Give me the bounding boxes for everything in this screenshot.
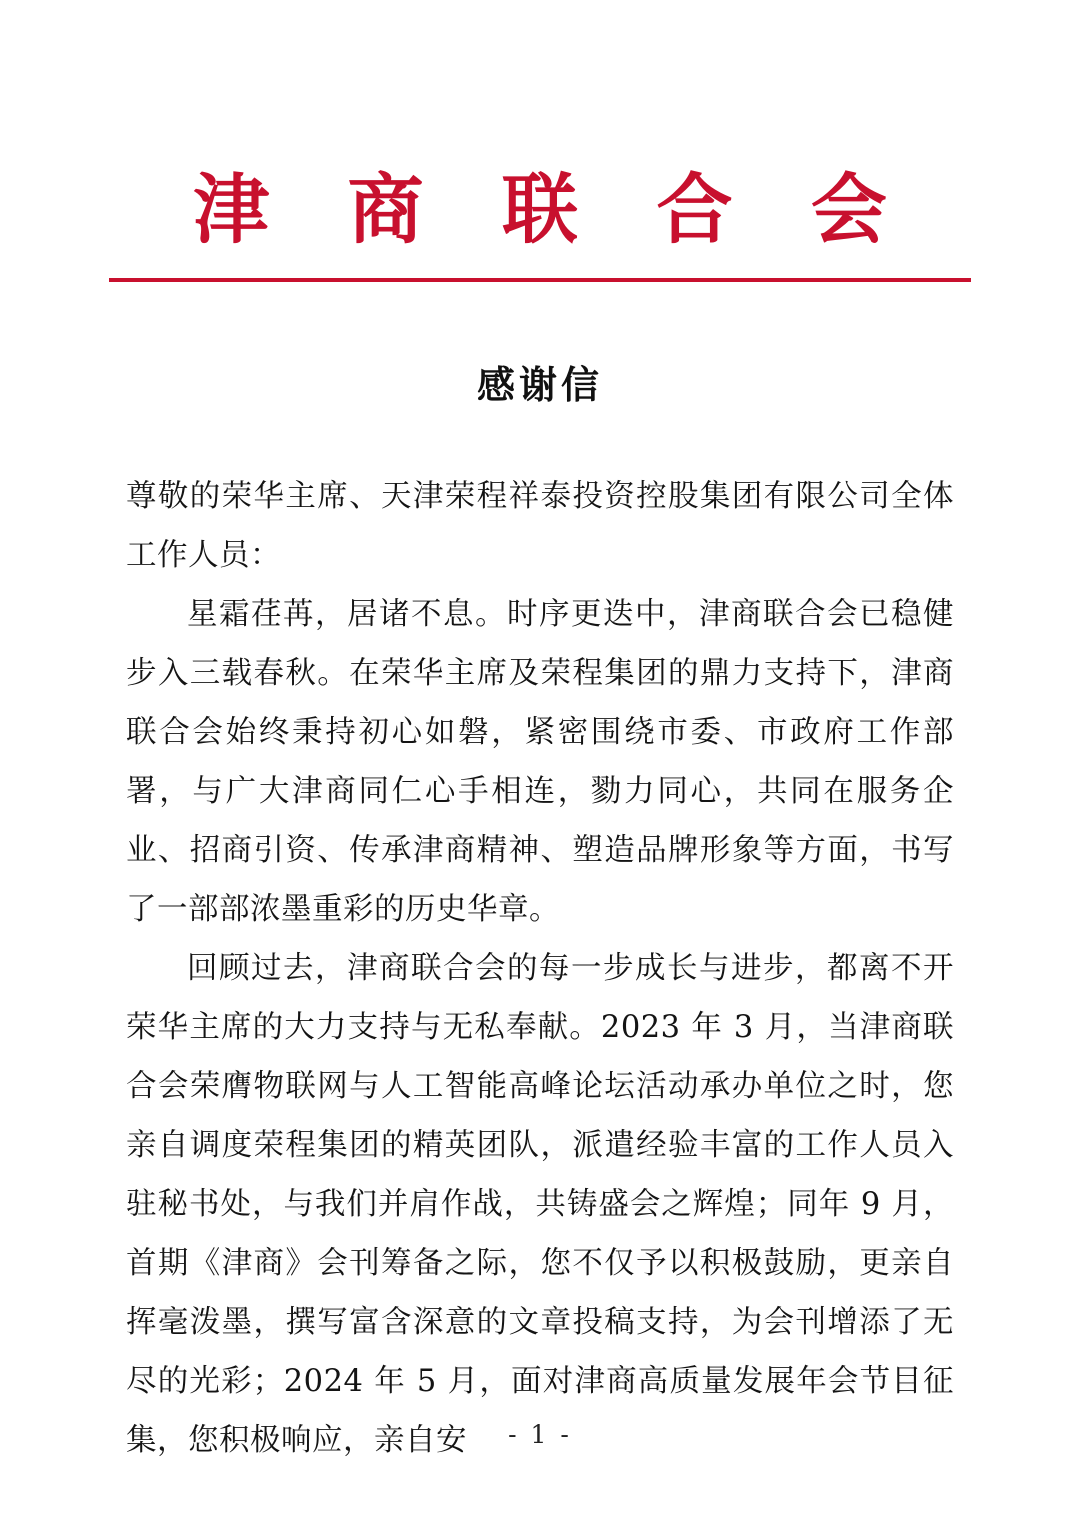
- letterhead-organization-name: 津 商 联 合 会: [193, 165, 913, 254]
- body-paragraph-1: 星霜荏苒，居诸不息。时序更迭中，津商联合会已稳健步入三载春秋。在荣华主席及荣程集团的鼎力支持下，津商联合会始终秉持初心如磐，紧密围绕市委、市政府工作部署，与广大津商同仁心手相连，勠力同心，共同在服务企业、招商引资、传承津商精神、塑造品牌形象等方面，书写了一部部浓墨重彩的历史华章。: [126, 596, 954, 927]
- letterhead: [0, 0, 1080, 282]
- page-number: - 1 -: [508, 1420, 572, 1449]
- salutation-paragraph: 尊敬的荣华主席、天津荣程祥泰投资控股集团有限公司全体工作人员：: [126, 478, 954, 573]
- page-title: 感谢信: [476, 361, 603, 407]
- letter-body: [126, 467, 954, 1470]
- letterhead-divider: [109, 278, 971, 282]
- body-paragraph-2: 回顾过去，津商联合会的每一步成长与进步，都离不开荣华主席的大力支持与无私奉献。2023 年 3 月，当津商联合会荣膺物联网与人工智能高峰论坛活动承办单位之时，您亲自调度荣程集团的精英团队，派遣经验丰富的工作人员入驻秘书处，与我们并肩作战，共铸盛会之辉煌；同年 9 月，首期《津商》会刊筹备之际，您不仅予以积极鼓励，更亲自挥毫泼墨，撰写富含深意的文章投稿支持，为会刊增添了无尽的光彩；2024 年 5 月，面对津商高质量发展年会节目征集，您积极响应，亲自安: [126, 950, 954, 1458]
